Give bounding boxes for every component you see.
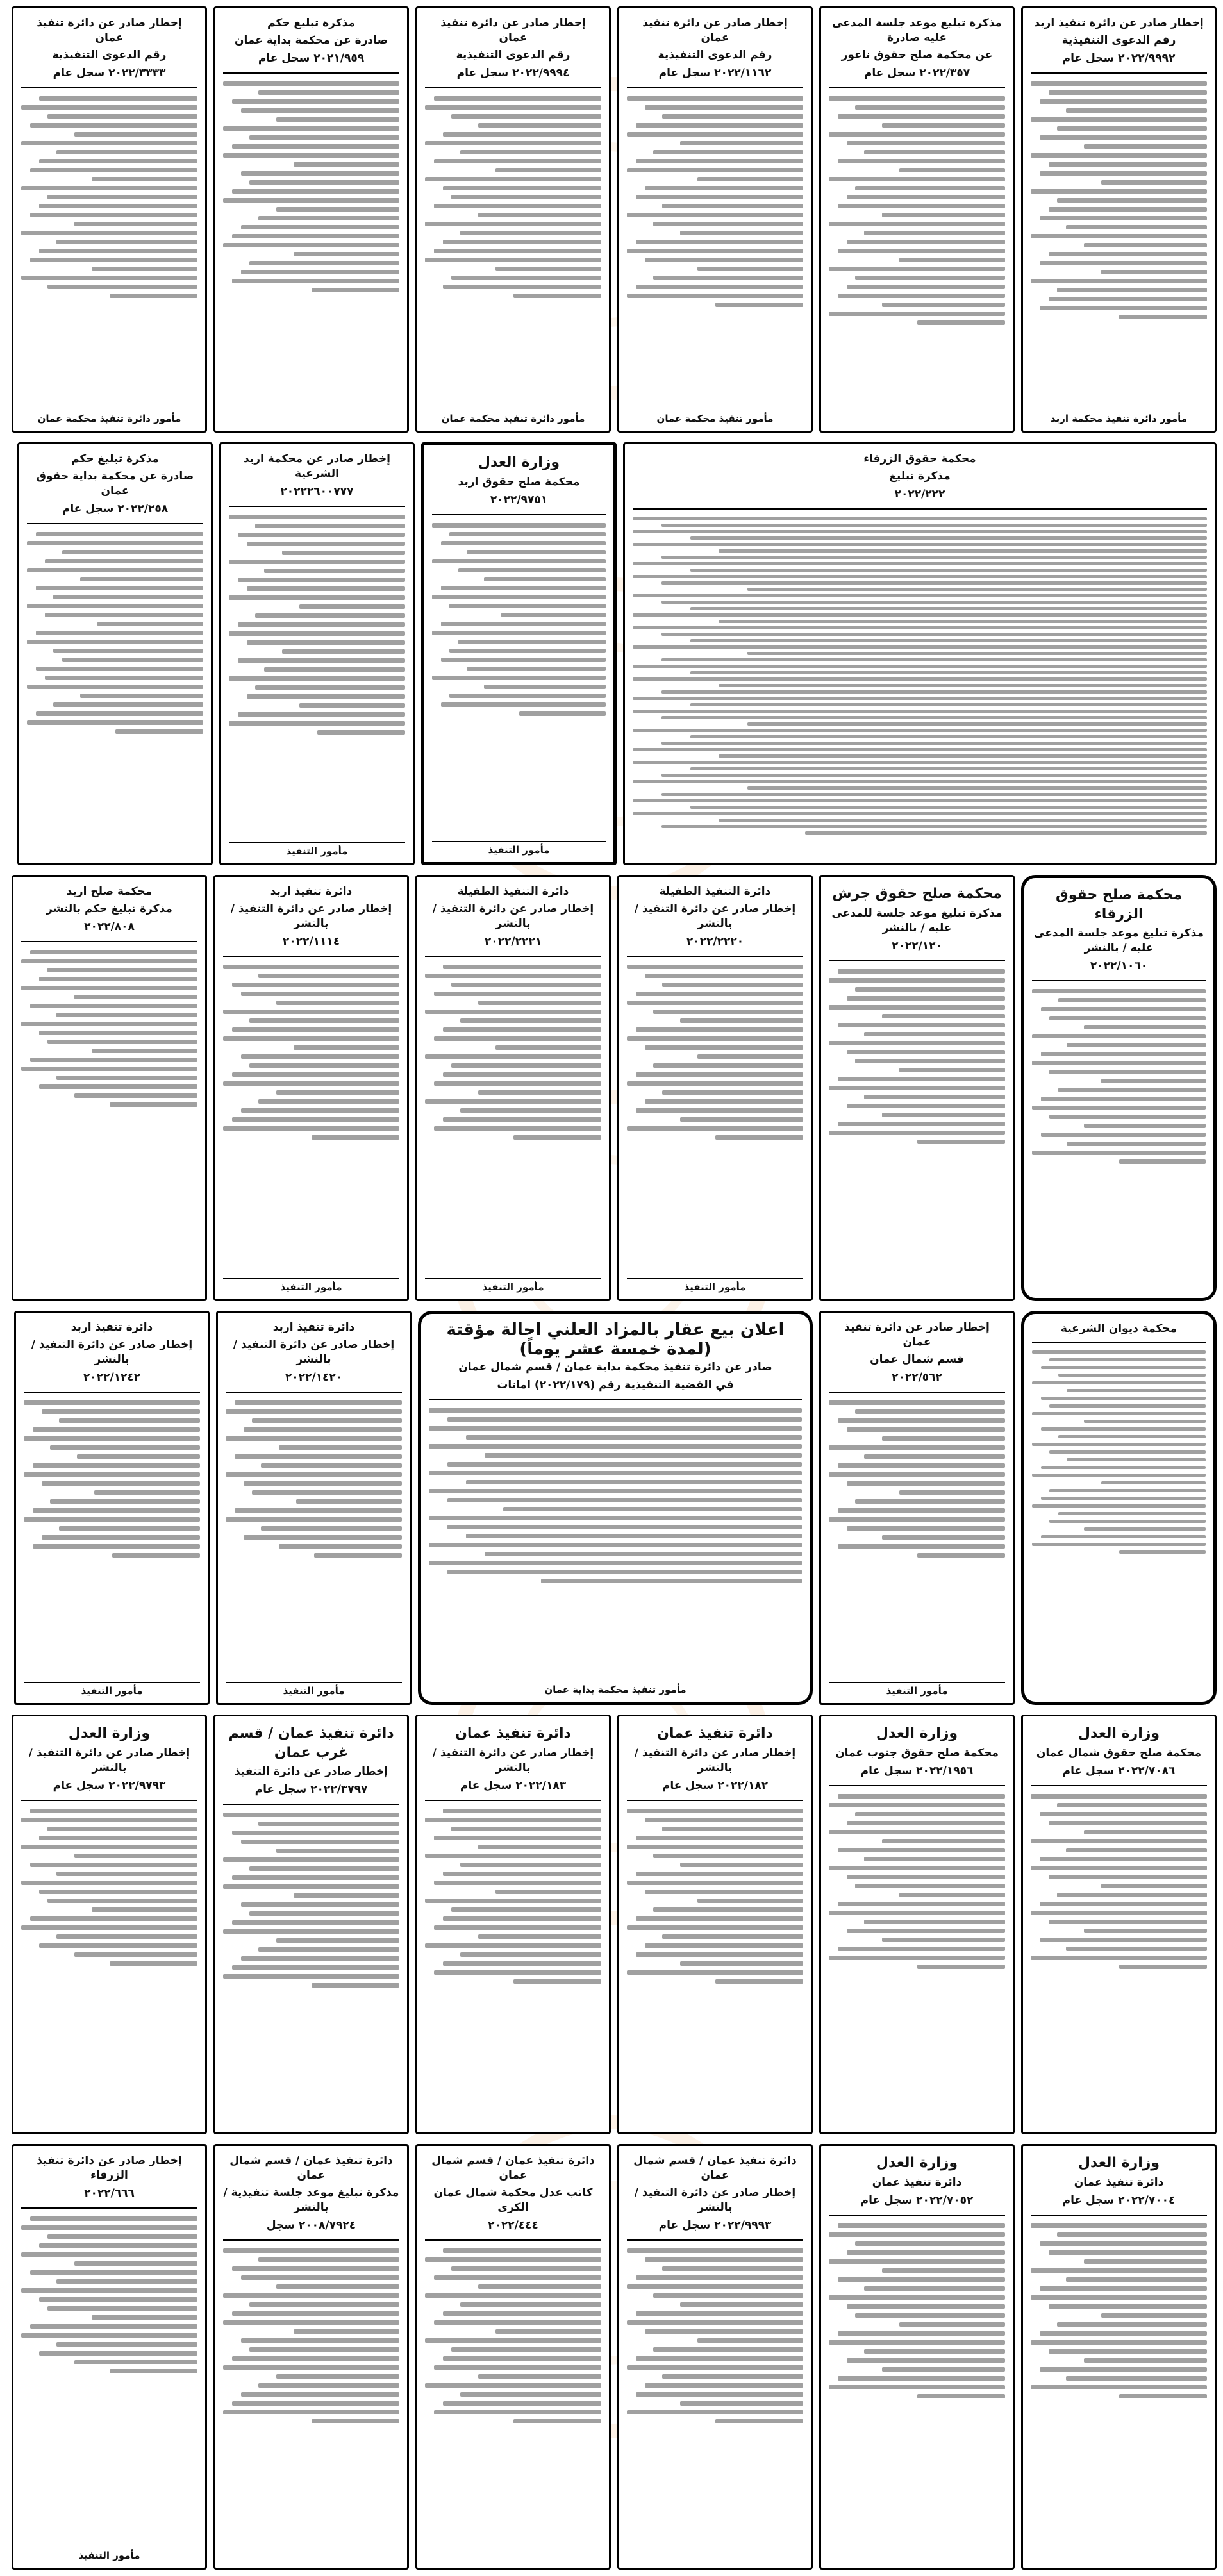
notice-body [627,965,803,1274]
notice-header: وزارة العدل [876,1725,958,1741]
divider [829,1392,1005,1393]
notice-header: مذكرة تبليغ حكم [71,453,159,465]
notice-court: قسم شمال عمان [870,1352,964,1366]
divider [829,1785,1005,1786]
notice-header: دائرة تنفيذ اربد [272,1321,355,1334]
notice-footer: مأمور التنفيذ [425,1278,601,1293]
notice-r5-1 [1021,1715,1217,2134]
notice-r1-1 [1021,6,1217,433]
notice-footer: مأمور التنفيذ [229,842,405,857]
notice-body [425,96,601,406]
divider [27,523,203,524]
notice-case-number: ٢٠٢٢/٦٦٦ [84,2186,135,2200]
notice-r4-3-auction [418,1311,813,1705]
notice-header: وزارة العدل [1077,1725,1160,1741]
notice-case-number: ٢٠٢٢/١٢٤٢ [83,1370,141,1384]
notice-body [223,1813,399,2126]
notice-footer: مأمور التنفيذ [223,1278,399,1293]
notice-body [829,2223,1005,2561]
divider [1031,2215,1207,2216]
divider [21,941,197,942]
notice-body [1031,1794,1207,2126]
divider [829,2215,1005,2216]
divider [223,956,399,957]
divider [223,72,399,74]
notice-court: إخطار صادر عن دائرة التنفيذ / بالنشر [634,1746,796,1774]
notice-court: مذكرة تبليغ موعد جلسة تنفيذية / بالنشر [223,2186,399,2214]
notice-court: إخطار صادر عن دائرة التنفيذ / بالنشر [432,1746,594,1774]
notice-header: إخطار صادر عن دائرة تنفيذ عمان [440,17,586,44]
notice-r1-3 [617,6,813,433]
notice-court: إخطار صادر عن دائرة التنفيذ / بالنشر [230,902,392,930]
notice-r3-5 [213,875,409,1301]
notice-header: محكمة صلح حقوق جرش [832,886,1002,902]
notice-court: إخطار صادر عن دائرة التنفيذ / بالنشر [31,1338,193,1366]
notice-court: صادرة عن محكمة بداية عمان [235,33,388,47]
notice-r1-6 [12,6,207,433]
notice-court: محكمة صلح حقوق جنوب عمان [835,1746,999,1759]
notice-body [229,515,405,838]
notice-case-number: ٢٠٢٢/٧٠٨٦ سجل عام [1062,1764,1176,1777]
notice-court: رقم الدعوى التنفيذية [658,48,772,62]
notice-r1-5 [213,6,409,433]
notice-body [223,81,399,424]
notice-body [425,2248,601,2561]
notice-case-number: ٢٠٢١/٩٥٩ سجل عام [258,51,365,65]
notices-row-6 [6,2144,1217,2570]
notice-r6-5 [213,2144,409,2570]
notice-court: إخطار صادر عن دائرة التنفيذ [234,1765,388,1779]
divider [829,960,1005,961]
notice-header: إخطار صادر عن دائرة تنفيذ اربد [1034,17,1204,29]
notice-footer: مأمور التنفيذ [432,841,606,856]
notice-case-number: ٢٠٢٢/٩٩٩٤ سجل عام [456,66,570,79]
notice-footer: مأمور التنفيذ [24,1682,200,1697]
notice-r6-2 [819,2144,1015,2570]
divider [627,1800,803,1801]
divider [633,508,1207,510]
notice-court: دائرة تنفيذ عمان [1074,2175,1164,2189]
notice-court: رقم الدعوى التنفيذية [456,48,570,62]
divider [425,1800,601,1801]
notice-court: إخطار صادر عن دائرة التنفيذ / بالنشر [432,902,594,930]
divider [229,506,405,507]
notice-body [21,1809,197,2126]
divider [429,1399,802,1400]
notice-header: دائرة تنفيذ اربد [270,885,353,898]
notice-r5-5 [213,1715,409,2134]
notice-case-number: ٢٠٢٢/١٩٥٦ سجل عام [860,1764,974,1777]
notice-body [1032,989,1206,1292]
notice-footer: مأمور التنفيذ [829,1682,1005,1697]
notice-case-number: ٢٠٢٢/٧٠٠٤ سجل عام [1062,2193,1176,2207]
notice-body [432,523,606,837]
notice-header: دائرة تنفيذ اربد [71,1321,153,1334]
notice-body [21,2216,197,2543]
notice-header: محكمة حقوق الزرقاء [863,453,976,465]
notice-r5-4 [415,1715,611,2134]
notice-r3-3 [617,875,813,1301]
divider [24,1392,200,1393]
divider [425,87,601,88]
notice-footer: مأمور تنفيذ محكمة بداية عمان [429,1681,802,1695]
divider [226,1392,402,1393]
notice-footer: مأمور دائرة تنفيذ محكمة عمان [21,410,197,424]
notice-court: مذكرة تبليغ موعد جلسة المدعى عليه / بالنشر [1034,927,1204,955]
notice-body [829,969,1005,1293]
notice-header: محكمة صلح حقوق الزرقاء [1056,887,1182,922]
notice-body [1032,1350,1206,1695]
notice-body [21,950,197,1293]
notice-body [627,1809,803,2126]
notice-court: صادر عن دائرة تنفيذ محكمة بداية عمان / قسم شمال عمان [458,1361,772,1374]
notice-header: مذكرة تبليغ حكم [267,17,355,29]
notice-case-number: ٢٠٢٢/٣٣٣٣ سجل عام [53,66,166,79]
notice-r3-2 [819,875,1015,1301]
notice-header: إخطار صادر عن دائرة تنفيذ عمان [642,17,788,44]
notice-header: دائرة تنفيذ عمان / قسم شمال عمان [229,2154,393,2182]
notice-header: إخطار صادر عن دائرة تنفيذ الزرقاء [37,2154,182,2182]
notice-court: مذكرة تبليغ موعد جلسة للمدعى عليه / بالنشر [831,906,1003,935]
notice-court: عن محكمة صلح حقوق ناعور [841,48,993,62]
notice-r5-6 [12,1715,207,2134]
notice-case-number: ٢٠٢٢/٩٧٥١ [490,493,548,506]
notice-footer: مأمور دائرة تنفيذ محكمة اربد [1031,410,1207,424]
notice-case-number: ٢٠٢٢/٩٧٩٣ سجل عام [53,1779,166,1792]
notice-case-number: ٢٠٢٢/٩٩٩٢ سجل عام [1062,51,1176,65]
notice-court: إخطار صادر عن دائرة التنفيذ / بالنشر [28,1746,190,1774]
notice-r6-3 [617,2144,813,2570]
notice-footer: مأمور التنفيذ [226,1682,402,1697]
notice-case-number: ٢٠٢٢/٢٢٢ [894,487,945,501]
divider [627,87,803,88]
notice-header: وزارة العدل [68,1725,151,1741]
notice-case-number: ٢٠٢٢/٤٤٤ [488,2218,538,2232]
notice-court: إخطار صادر عن دائرة التنفيذ / بالنشر [634,902,796,930]
notice-header: دائرة تنفيذ عمان / قسم شمال عمان [633,2154,797,2182]
notice-header: إخطار صادر عن محكمة اربد الشرعية [244,453,390,480]
divider [223,2239,399,2241]
notice-body [223,2248,399,2561]
notice-court: صادرة عن محكمة بداية حقوق عمان [36,469,194,497]
divider [425,956,601,957]
notice-court: مذكرة تبليغ حكم بالنشر [46,902,172,915]
divider [829,87,1005,88]
divider [1032,1342,1206,1343]
divider [1031,1785,1207,1786]
notice-r2-2 [421,442,617,865]
divider [627,956,803,957]
notice-case-number: ٢٠٢٢/٢٢٢٠ [686,935,744,948]
notice-body [829,96,1005,424]
notice-case-number: ٢٠٢٢/١١٦٢ سجل عام [658,66,772,79]
notice-case-number: ٢٠٢٢/١٤٢٠ [285,1370,343,1384]
notice-r6-1 [1021,2144,1217,2570]
divider [1032,980,1206,981]
notice-case-number: في القضية التنفيذية رقم (٢٠٢٢/١٧٩) امانات [497,1378,734,1392]
divider [1031,72,1207,74]
notice-court: مذكرة تبليغ [889,469,951,483]
notice-court: رقم الدعوى التنفيذية [52,48,167,62]
notice-body [829,1794,1005,2126]
notice-case-number: ٢٠٢٢/١٨٣ سجل عام [460,1779,567,1792]
notice-case-number: ٢٠٢٢/٥٦٢ [892,1370,942,1384]
notice-body [1031,81,1207,406]
notice-case-number: ٢٠٢٢/١٠٦٠ [1090,960,1148,973]
notice-header: محكمة صلح اربد [66,885,153,898]
notices-row-3 [6,875,1217,1301]
notice-court: إخطار صادر عن دائرة التنفيذ / بالنشر [634,2186,796,2214]
notice-body [226,1400,402,1678]
notice-r2-4 [17,442,213,865]
notice-r2-1-wide [623,442,1217,865]
notice-header: دائرة التنفيذ الطفيلة [659,885,771,898]
notice-body [21,96,197,406]
notice-court: إخطار صادر عن دائرة التنفيذ / بالنشر [233,1338,395,1366]
notice-r6-6 [12,2144,207,2570]
notice-header: إخطار صادر عن دائرة تنفيذ عمان [37,17,182,44]
notice-case-number: ٢٠٢٢/٣٥٧ سجل عام [863,66,970,79]
notice-header: دائرة تنفيذ عمان [455,1725,571,1741]
notice-r2-3 [219,442,415,865]
notice-case-number: ٢٠٢٢/١١١٤ [282,935,340,948]
notice-header: وزارة العدل [876,2155,958,2171]
notice-body [223,965,399,1274]
notice-r3-1 [1021,875,1217,1301]
notice-r1-2 [819,6,1015,433]
notice-footer: مأمور التنفيذ [21,2547,197,2561]
notice-court: دائرة تنفيذ عمان [872,2175,962,2189]
divider [425,2239,601,2241]
notices-row-4 [6,1311,1217,1705]
notice-header: دائرة تنفيذ عمان [657,1725,773,1741]
notice-r5-2 [819,1715,1015,2134]
notice-header: إخطار صادر عن دائرة تنفيذ عمان [844,1321,990,1349]
notice-body [27,532,203,857]
notice-case-number: ٢٠٢٢/٢٥٨ سجل عام [62,502,169,515]
notice-body [829,1400,1005,1678]
notice-r4-2 [819,1311,1015,1705]
notice-case-number: ٢٠٢٢٢٦٠٠٧٧٧ [280,485,354,498]
notice-header: دائرة التنفيذ الطفيلة [457,885,569,898]
notice-footer: مأمور التنفيذ [627,1278,803,1293]
notice-header: دائرة تنفيذ عمان / قسم غرب عمان [228,1725,394,1761]
notice-r3-4 [415,875,611,1301]
notice-case-number: ٢٠٠٨/٧٩٢٤ سجل [266,2218,356,2232]
notice-body [425,965,601,1274]
notice-header: دائرة تنفيذ عمان / قسم شمال عمان [431,2154,595,2182]
divider [432,514,606,515]
notices-row-1 [6,6,1217,433]
notice-case-number: ٢٠٢٢/٨٠٨ [84,920,135,933]
notice-r6-4 [415,2144,611,2570]
divider [21,87,197,88]
divider [627,2239,803,2241]
notice-body [1031,2223,1207,2561]
notice-footer: مأمور تنفيذ محكمة عمان [627,410,803,424]
notice-r4-5 [14,1311,210,1705]
notice-case-number: ٢٠٢٢/٧٠٥٢ سجل عام [860,2193,974,2207]
notice-body [627,96,803,406]
divider [21,1800,197,1801]
notice-header: مذكرة تبليغ موعد جلسة المدعى عليه صادرة [832,17,1002,44]
notice-body [633,517,1207,857]
notice-footer: مأمور دائرة تنفيذ محكمة عمان [425,410,601,424]
notice-r5-3 [617,1715,813,2134]
notice-r4-1 [1021,1311,1217,1705]
divider [223,1804,399,1805]
notice-court: رقم الدعوى التنفيذية [1061,33,1176,47]
notice-header: وزارة العدل [1077,2155,1160,2171]
notice-r3-6 [12,875,207,1301]
notice-case-number: ٢٠٢٢/٣٧٩٧ سجل عام [254,1783,368,1797]
notice-header: وزارة العدل [478,454,560,470]
notice-court: كاتب عدل محكمة شمال عمان الكرى [433,2186,593,2214]
notices-row-5 [6,1715,1217,2134]
notice-header: محكمة ديوان الشرعية [1060,1322,1177,1335]
auction-title: اعلان بيع عقار بالمزاد العلني احالة مؤقتة (لمدة خمسة عشر يوماً) [446,1320,785,1359]
notices-row-2 [6,442,1217,865]
notice-body [627,2248,803,2561]
notice-body [425,1809,601,2126]
notice-court: محكمة صلح حقوق اربد [458,475,580,488]
notice-case-number: ٢٠٢٢/١٢٠ [892,939,942,952]
notice-body [24,1400,200,1678]
notice-body [429,1408,802,1677]
notice-case-number: ٢٠٢٢/٩٩٩٣ سجل عام [658,2218,772,2232]
divider [21,2207,197,2209]
notice-r1-4 [415,6,611,433]
notice-court: محكمة صلح حقوق شمال عمان [1036,1746,1202,1759]
notice-case-number: ٢٠٢٢/١٨٢ سجل عام [661,1779,769,1792]
notice-r4-4 [216,1311,412,1705]
notice-case-number: ٢٠٢٢/٢٢٢١ [484,935,542,948]
